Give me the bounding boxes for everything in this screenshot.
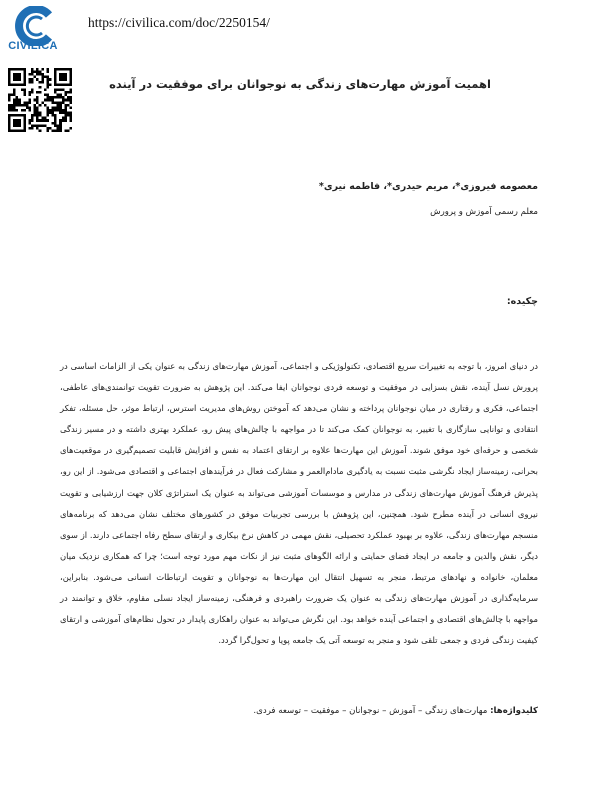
abstract-body: در دنیای امروز، با توجه به تغییرات سریع اقتصادی، تکنولوژیکی و اجتماعی، آموزش مهارت‌های زندگی به عنوان یکی از الزامات اساسی در پرورش نسل آینده، نقش بسزایی در موفقیت و توسعه فردی نوجوانان ایفا می‌کند. این پژوهش به ضرورت تقویت توانمندی‌های عاطفی، اجتماعی، فکری و رفتاری در میان نوجوانان پرداخته و نشان می‌دهد که آموختن روش‌های مدیریت استرس، ارتباط موثر، حل مسئله، تفکر انتقادی و توانایی سازگاری با تغییر، به نوجوانان کمک می‌کند تا در مواجهه با چالش‌های پیش رو، عملکرد بهتری داشته و در مسیر زندگی شخصی و حرفه‌ای خود موفق شوند. آموزش این مهارت‌ها علاوه بر ارتقای اعتماد به نفس و افزایش قابلیت تصمیم‌گیری در موقعیت‌های بحرانی، زمینه‌ساز ایجاد نگرشی مثبت نسبت به یادگیری مادام‌العمر و مشارکت فعال در فرآیندهای اجتماعی و اقتصادی می‌شود. از این رو، پذیرش فرهنگ آموزش مهارت‌های زندگی در مدارس و موسسات آموزشی می‌تواند به عنوان یک استراتژی کلان جهت ارزشیابی و تقویت نیروی انسانی در آینده مطرح شود. همچنین، این پژوهش با بررسی تجربیات موفق در کشورهای مختلف نشان می‌دهد که برنامه‌های منسجم مهارت‌های زندگی، علاوه بر بهبود عملکرد تحصیلی، نقش مهمی در کاهش نرخ بیکاری و ارتقای سطح رفاه اجتماعی دارند. از سوی دیگر، نقش والدین و جامعه در ایجاد فضای حمایتی و ارائه الگوهای مثبت نیز از نکات مهم مورد توجه است؛ چرا که همکاری نزدیک میان معلمان، خانواده و نهادهای مرتبط، منجر به تسهیل انتقال این مهارت‌ها به نوجوانان و تقویت ارتباطات انسانی می‌شود. بنابراین، سرمایه‌گذاری در آموزش مهارت‌های زندگی به عنوان یک ضرورت راهبردی و فرهنگی، زمینه‌ساز ایجاد نسلی مقاوم، خلاق و توانمند در مواجهه با چالش‌های اقتصادی و اجتماعی آینده خواهد بود. این نگرش می‌تواند به عنوان راهکاری پایدار در تحول نظام‌های آموزشی و ارتقای کیفیت زندگی فردی و جمعی تلقی شود و منجر به توسعه آتی یک جامعه پویا و تحول‌گرا گردد. [60,361,538,646]
author-affiliation: معلم رسمی آموزش و پرورش [430,207,538,217]
abstract-heading: چکیده: [506,296,538,307]
civilica-logo-label: CIVILICA [8,40,58,52]
author-list: معصومه فیروزی*، مریم حیدری*، فاطمه نیری* [318,181,538,192]
qr-code [8,68,72,132]
keywords-label: کلیدواژه‌ها: [490,706,538,716]
qr-code-icon [8,68,72,132]
keywords-text: مهارت‌های زندگی – آموزش – نوجوانان – موفقیت – توسعه فردی. [253,706,488,716]
keywords-line [60,706,538,716]
paper-title: اهمیت آموزش مهارت‌های زندگی به نوجوانان برای موفقیت در آینده [109,77,491,91]
document-url-link[interactable]: https://civilica.com/doc/2250154/ [88,15,270,30]
